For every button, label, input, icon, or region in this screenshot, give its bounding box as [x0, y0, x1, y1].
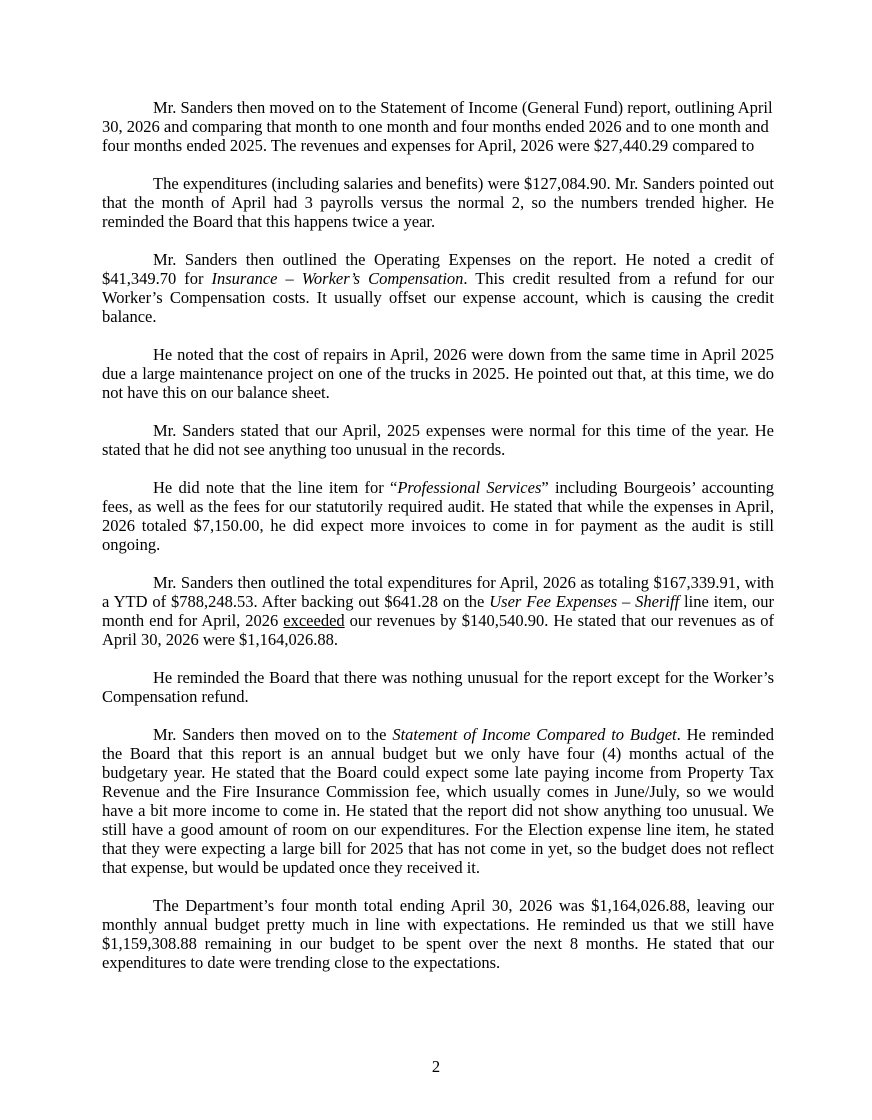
paragraph-four-month-total	[102, 896, 774, 972]
paragraph-total-expenditures	[102, 573, 774, 649]
paragraph-income-statement	[102, 98, 774, 155]
text-segment: He reminded the Board that there was nothing unusual for the report except for the Worker’s Compensation refund.	[102, 668, 774, 706]
text-segment: The expenditures (including salaries and benefits) were $127,084.90. Mr. Sanders pointed out that the month of April had 3 payrolls versus the normal 2, so the numbers trended higher. He reminded the Board that this happens twice a year.	[102, 174, 774, 231]
underlined-word-exceeded: exceeded	[283, 611, 345, 630]
paragraph-operating-expenses	[102, 250, 774, 326]
italic-term-statement-budget: Statement of Income Compared to Budget	[392, 725, 677, 744]
text-segment: Mr. Sanders then outlined the Operating Expenses on the report. He noted a credit of $41,349.70 for	[102, 250, 774, 288]
text-segment: ” including Bourgeois’ accounting fees, as well as the fees for our statutorily required audit. He stated that while the expenses in April, 2026 totaled $7,150.00, he did expect more invoices to come in for payment as the audit is still ongoing.	[102, 478, 775, 554]
text-segment: Mr. Sanders then moved on to the Statement of Income (General Fund) report, outlining April 30, 2026 and comparing that month to one month and four months ended 2026 and to one month and four months ended 2025. The revenues and expenses for April, 2026 were $27,440.29 compared to	[102, 98, 773, 155]
italic-term-professional-services: Professional Services	[397, 478, 542, 497]
text-segment: our revenues by $140,540.90. He stated that our revenues as of April 30, 2026 were $1,164,026.88.	[102, 611, 774, 649]
text-segment: line item, our month end for April, 2026	[102, 592, 774, 630]
text-segment: He did note that the line item for “	[153, 478, 398, 497]
paragraph-professional-services	[102, 478, 774, 554]
text-segment: . This credit resulted from a refund for our Worker’s Compensation costs. It usually offset our expense account, which is causing the credit balance.	[102, 269, 774, 326]
text-segment: Mr. Sanders then outlined the total expenditures for April, 2026 as totaling $167,339.91, with a YTD of $788,248.53. After backing out $641.28 on the	[102, 573, 774, 611]
italic-term-insurance: Insurance – Worker’s Compensation	[211, 269, 464, 288]
text-segment: He noted that the cost of repairs in April, 2026 were down from the same time in April 2025 due a large maintenance project on one of the trucks in 2025. He pointed out that, at this time, we do not have this on our balance sheet.	[102, 345, 774, 402]
document-body	[102, 98, 774, 991]
paragraph-repairs	[102, 345, 774, 402]
text-segment: The Department’s four month total ending April 30, 2026 was $1,164,026.88, leaving our monthly annual budget pretty much in line with expectations. He reminded us that we still have $1,159,308.88 remaining in our budget to be spent over the next 8 months. He stated that our expenditures to date were trending close to the expectations.	[102, 896, 774, 972]
text-segment: Mr. Sanders stated that our April, 2025 expenses were normal for this time of the year. He stated that he did not see anything too unusual in the records.	[102, 421, 774, 459]
paragraph-nothing-unusual	[102, 668, 774, 706]
page-number: 2	[431, 1057, 441, 1076]
paragraph-budget-comparison	[102, 725, 774, 877]
italic-term-user-fee: User Fee Expenses – Sheriff	[489, 592, 680, 611]
text-segment: Mr. Sanders then moved on to the	[153, 725, 393, 744]
text-segment: . He reminded the Board that this report is an annual budget but we only have four (4) months actual of the budgetary year. He stated that the Board could expect some late paying income from Property Tax Revenue and the Fire Insurance Commission fee, which usually comes in June/July, so we would have a bit more income to come in. He stated that the report did not show anything too unusual. We still have a good amount of room on our expenditures. For the Election expense line item, he stated that they were expecting a large bill for 2025 that has not come in yet, so the budget does not reflect that expense, but would be updated once they received it.	[102, 725, 774, 877]
paragraph-normal-expenses	[102, 421, 774, 459]
paragraph-expenditures	[102, 174, 774, 231]
